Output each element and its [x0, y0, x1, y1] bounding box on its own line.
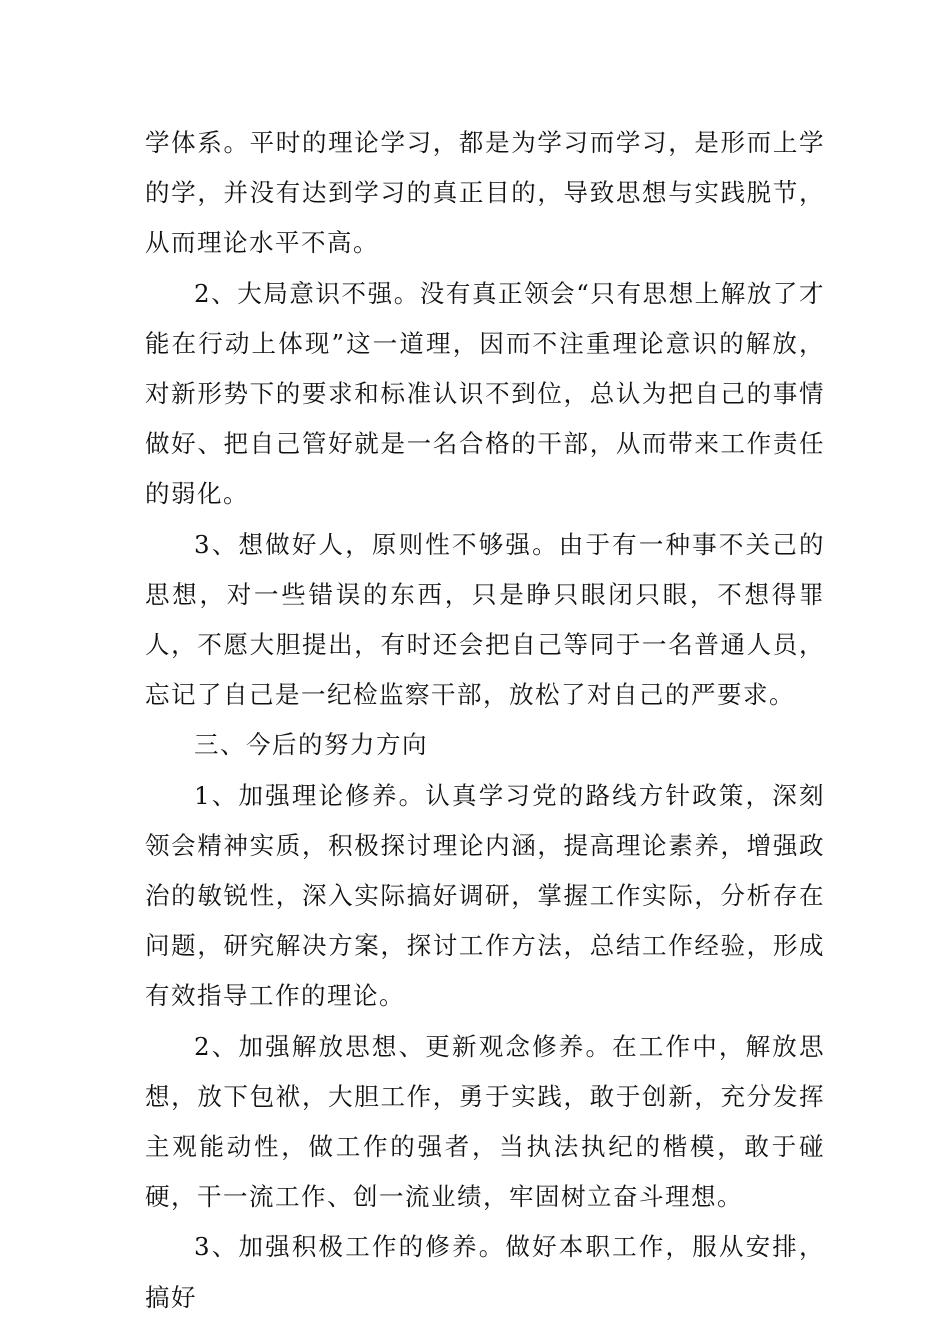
- document-body: [145, 118, 825, 1323]
- paragraph-theory-cultivation: 1、加强理论修养。认真学习党的路线方针政策，深刻领会精神实质，积极探讨理论内涵，提高理论素养，增强政治的敏锐性，深入实际搞好调研，掌握工作实际，分析存在问题，研究解决方案，探讨工作方法，总结工作经验，形成有效指导工作的理论。: [145, 780, 825, 1011]
- paragraph-emancipate-mind: 2、加强解放思想、更新观念修养。在工作中，解放思想，放下包袱，大胆工作，勇于实践，敢于创新，充分发挥主观能动性，做工作的强者，当执法执纪的楷模，敢于碰硬，干一流工作、创一流业绩，牢固树立奋斗理想。: [145, 1031, 825, 1212]
- paragraph-principle: 3、想做好人，原则性不够强。由于有一种事不关己的思想，对一些错误的东西，只是睁只眼闭只眼，不想得罪人，不愿大胆提出，有时还会把自己等同于一名普通人员，忘记了自己是一纪检监察干部，放松了对自己的严要求。: [145, 529, 825, 710]
- paragraph-active-work: 3、加强积极工作的修养。做好本职工作，服从安排，搞好: [145, 1232, 825, 1312]
- paragraph-overall-awareness: 2、大局意识不强。没有真正领会“只有思想上解放了才能在行动上体现”这一道理，因而不注重理论意识的解放，对新形势下的要求和标准认识不到位，总认为把自己的事情做好、把自己管好就是一名合格的干部，从而带来工作责任的弱化。: [145, 278, 825, 509]
- paragraph-theory-study-conclusion: 学体系。平时的理论学习，都是为学习而学习，是形而上学的学，并没有达到学习的真正目的，导致思想与实践脱节，从而理论水平不高。: [145, 128, 825, 258]
- section-heading-future-direction: 三、今后的努力方向: [194, 730, 428, 760]
